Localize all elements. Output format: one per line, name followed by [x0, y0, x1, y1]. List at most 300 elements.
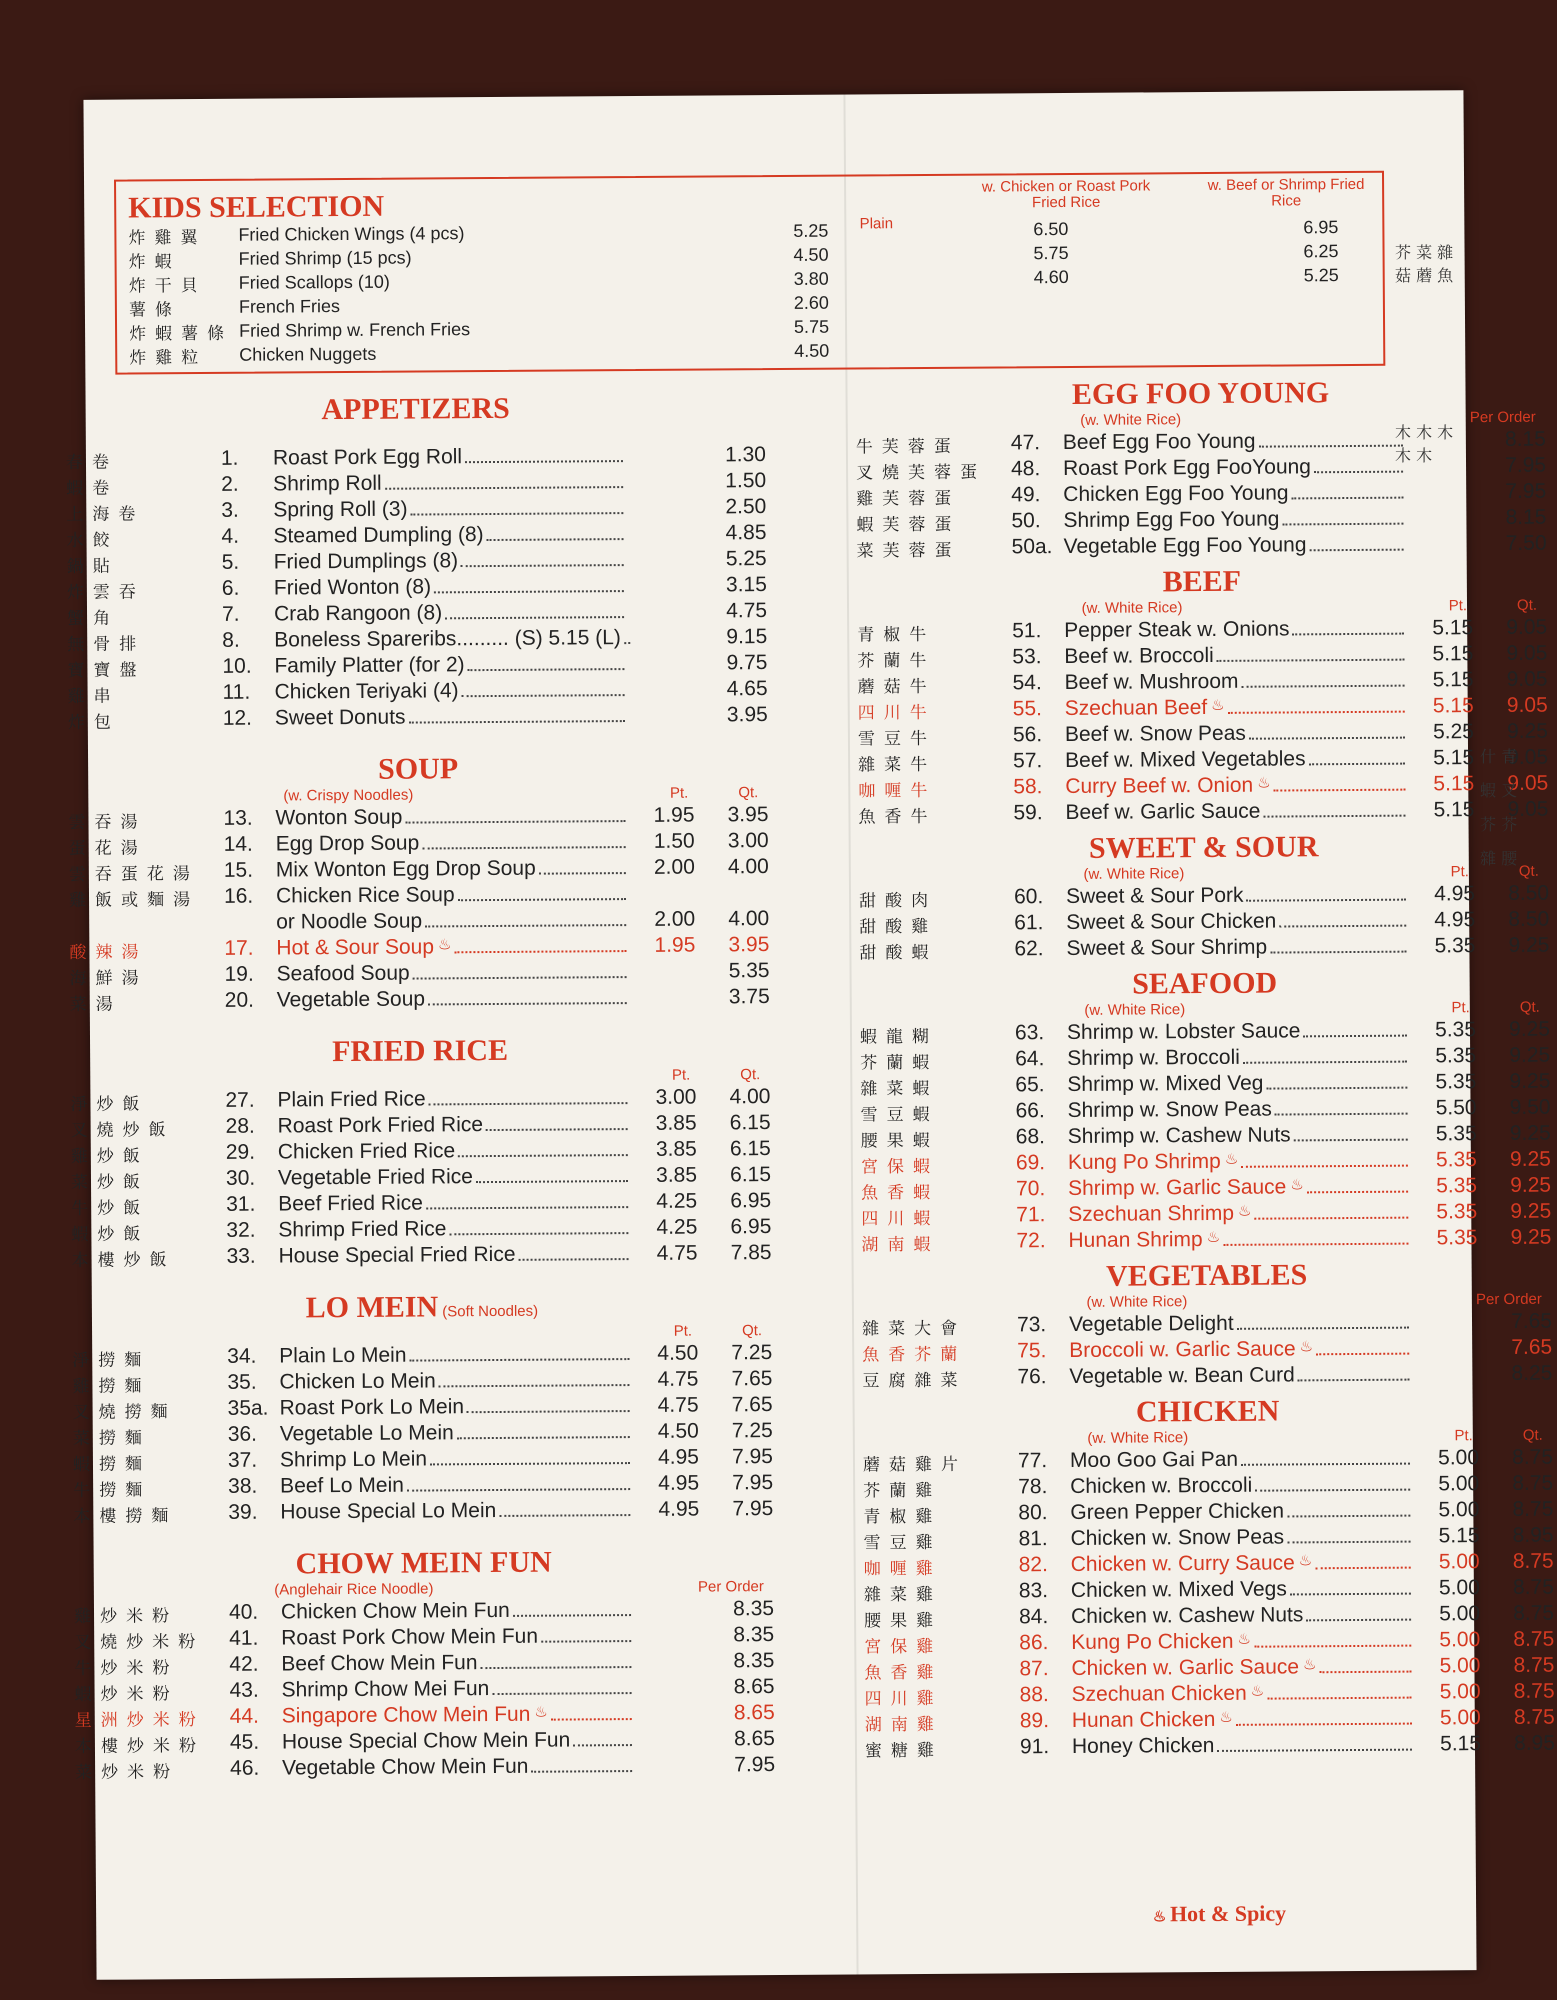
item-chinese-name: 雲吞湯 [68, 811, 147, 833]
item-name-wrap [280, 1446, 633, 1472]
pepper-icon: ♨ [1299, 1338, 1314, 1356]
item-name-wrap [278, 1164, 631, 1190]
section-subtitle: (w. White Rice) [1084, 1001, 1186, 1019]
dot-leader [422, 830, 626, 849]
item-name-wrap [1064, 617, 1407, 643]
item-price-pint: 5.35 [1435, 1122, 1477, 1146]
item-price-quart: 2.50 [725, 495, 767, 519]
pepper-icon: ♨ [1237, 1630, 1252, 1648]
item-price-quart: 7.25 [731, 1419, 773, 1443]
section-subtitle: (w. White Rice) [1087, 1429, 1189, 1447]
item-name: Shrimp Fried Rice [278, 1217, 447, 1242]
item-price-pint: 5.00 [1438, 1446, 1480, 1470]
item-number: 28. [225, 1114, 255, 1138]
item-price-quart: 8.65 [733, 1727, 775, 1751]
kids-price-beef [1069, 347, 1339, 349]
dot-leader [1237, 1311, 1409, 1330]
item-number: 19. [224, 962, 254, 986]
item-number: 40. [228, 1600, 259, 1624]
kids-col-plain: Plain [859, 215, 894, 233]
dot-leader [1236, 1707, 1412, 1726]
item-number: 49. [1011, 483, 1041, 507]
item-price-pint: 4.75 [656, 1241, 698, 1265]
item-chinese-name: 蛋花湯 [68, 837, 147, 859]
item-name-wrap [277, 1086, 630, 1112]
kids-price-beef: 6.25 [1303, 240, 1339, 261]
item-chinese-name: 雪豆雞 [863, 1532, 942, 1553]
dot-leader [1303, 1019, 1407, 1038]
dot-leader [1246, 883, 1406, 902]
dot-leader [1298, 1363, 1410, 1382]
hot-spicy-legend [1149, 1900, 1287, 1927]
item-name: Beef w. Mixed Vegetables [1065, 747, 1306, 773]
item-name: Roast Pork Lo Mein [279, 1395, 465, 1420]
item-chinese-name: 菜撈麵 [72, 1427, 151, 1449]
item-price-quart: 7.95 [731, 1445, 774, 1469]
kids-price-plain: 4.50 [793, 244, 829, 265]
item-price-pint: 5.35 [1435, 1018, 1477, 1042]
kids-price-beef: 5.25 [1303, 264, 1339, 285]
kids-price-plain: 4.50 [794, 340, 830, 361]
item-price-pint: 4.25 [656, 1215, 698, 1239]
item-price-pint: 5.15 [1438, 1524, 1480, 1548]
menu-item-row [75, 1752, 775, 1783]
item-chinese-name: 雞炒飯 [70, 1145, 149, 1167]
kids-price-chicken: 4.60 [1033, 266, 1069, 287]
item-number: 20. [224, 988, 255, 1012]
dot-leader [1275, 1097, 1408, 1116]
dot-leader [408, 704, 624, 724]
item-price-quart: 8.25 [1511, 1361, 1553, 1385]
dot-leader [1223, 1227, 1408, 1246]
kids-price-beef [1069, 323, 1339, 325]
kids-price-chicken [829, 301, 1069, 303]
item-price-pint: 5.00 [1438, 1472, 1480, 1496]
item-chinese-name: 雞串 [67, 686, 120, 707]
item-chinese-name: 蝦卷 [66, 478, 119, 499]
dot-leader [458, 1138, 628, 1157]
item-name-wrap [1072, 1733, 1415, 1759]
pint-label: Pt. [673, 1322, 693, 1340]
item-number: 30. [225, 1166, 256, 1190]
kids-price-beef: 6.95 [1303, 216, 1339, 237]
item-name: House Special Lo Mein [280, 1498, 497, 1524]
item-chinese-name: 牛炒米粉 [74, 1657, 179, 1679]
item-price-pint: 4.75 [657, 1367, 699, 1391]
dot-leader [1241, 1447, 1410, 1466]
section-subtitle: (w. Crispy Noodles) [283, 786, 414, 805]
item-price-quart: 7.50 [1505, 531, 1547, 555]
item-name-wrap [1070, 1473, 1413, 1499]
item-number: 70. [1015, 1177, 1046, 1201]
pepper-icon: ♨ [437, 936, 452, 954]
item-price-quart: 9.15 [726, 625, 768, 649]
pepper-icon: ♨ [1224, 1150, 1239, 1168]
kids-item-chinese: 薯條 [128, 299, 181, 321]
appetizers-title [66, 390, 766, 429]
item-name-wrap [1070, 1499, 1413, 1525]
item-chinese-name: 蝦撈麵 [72, 1453, 152, 1475]
item-name-wrap [1066, 909, 1409, 935]
kids-selection-box [114, 171, 1385, 375]
item-name-wrap [281, 1624, 634, 1650]
item-name: Beef w. Garlic Sauce [1065, 799, 1261, 825]
item-chinese-name: 寶寶盤 [67, 659, 146, 681]
item-name: Plain Fried Rice [277, 1087, 426, 1112]
item-price-pint: 4.95 [1434, 882, 1476, 906]
pepper-icon: ♨ [1219, 1708, 1233, 1726]
item-number: 54. [1012, 671, 1042, 695]
item-price-pint: 2.00 [654, 907, 696, 931]
dot-leader [1306, 1603, 1411, 1622]
item-name-wrap [1068, 1175, 1411, 1201]
item-price-quart: 9.25 [1509, 1121, 1551, 1145]
item-name: Beef w. Broccoli [1064, 643, 1214, 669]
pint-label: Pt. [1454, 1427, 1473, 1445]
dot-leader [486, 1112, 628, 1131]
item-name-wrap [1072, 1681, 1415, 1707]
item-number: 36. [227, 1422, 258, 1446]
item-chinese-name: 菜芙蓉蛋 [856, 540, 961, 561]
item-price-quart: 8.50 [1508, 881, 1550, 905]
kids-price-beef [1069, 299, 1339, 301]
item-price-quart: 8.75 [1512, 1549, 1554, 1573]
dot-leader [1309, 747, 1406, 766]
dot-leader [1307, 1175, 1408, 1194]
dot-leader [428, 986, 627, 1005]
item-price-quart: 3.00 [727, 829, 769, 853]
per-order-label: Per Order [697, 1578, 764, 1596]
item-name-wrap [276, 934, 629, 960]
item-name: Green Pepper Chicken [1070, 1499, 1285, 1524]
dot-leader [410, 496, 623, 515]
item-chinese-name: 魚香雞 [864, 1662, 943, 1683]
item-number: 81. [1018, 1527, 1048, 1551]
kids-item-chinese: 炸蝦薯條 [129, 323, 234, 345]
item-name-wrap [273, 496, 626, 522]
item-price-quart: 8.75 [1512, 1575, 1554, 1599]
item-name: Shrimp Lo Mein [279, 1447, 428, 1472]
item-price-pint: 5.50 [1435, 1096, 1477, 1120]
item-name-wrap [1069, 1311, 1412, 1337]
item-price-quart: 8.75 [1513, 1601, 1555, 1625]
item-price-pint: 4.50 [657, 1341, 699, 1365]
chow-mein-fun-section [74, 1544, 776, 1783]
item-number: 57. [1013, 749, 1043, 773]
item-number: 13. [223, 806, 253, 830]
item-price-pint: 5.15 [1432, 616, 1474, 640]
item-chinese-name: 淨撈麵 [72, 1349, 151, 1371]
menu-item-row [70, 984, 770, 1015]
section-subtitle: (w. White Rice) [1080, 411, 1182, 429]
kids-item-chinese: 炸雞粒 [129, 347, 208, 369]
menu-item-row [859, 933, 1549, 964]
dot-leader [1263, 799, 1405, 818]
item-chinese-name: 雞芙蓉蛋 [856, 488, 961, 509]
item-number: 37. [227, 1448, 258, 1472]
kids-col-beef: w. Beef or Shrimp Fried Rice [1207, 175, 1365, 210]
item-price-quart: 8.75 [1513, 1679, 1555, 1703]
fried-rice-title-text: FRIED RICE [332, 1033, 509, 1069]
pepper-icon: ♨ [1257, 774, 1271, 792]
item-number: 82. [1018, 1553, 1048, 1577]
item-name: Shrimp w. Snow Peas [1067, 1097, 1272, 1122]
item-name: Shrimp w. Mixed Veg [1067, 1071, 1264, 1096]
item-name-wrap [278, 1242, 631, 1268]
item-chinese-name: 上海卷 [66, 503, 145, 525]
item-chinese-name: 蘑菇牛 [857, 676, 936, 697]
item-name-wrap [1068, 1201, 1411, 1227]
quart-label: Qt. [741, 1322, 763, 1340]
item-chinese-name: 湖南蝦 [861, 1234, 940, 1255]
chow-mein-fun-title-text: CHOW MEIN FUN [295, 1545, 552, 1581]
kids-price-chicken [829, 349, 1069, 351]
kids-item-name: Fried Shrimp w. French Fries [238, 318, 471, 341]
item-name-wrap [278, 1190, 631, 1216]
item-name: Roast Pork Egg FooYoung [1062, 455, 1312, 481]
next-panel-edge-top: 芥 菜 雜 菇 蘑 魚 [1395, 243, 1454, 285]
kids-item-chinese: 炸蝦 [128, 251, 181, 273]
dot-leader [551, 1702, 632, 1721]
item-price-pint: 5.35 [1436, 1226, 1478, 1250]
item-number: 66. [1015, 1099, 1045, 1123]
item-number: 58. [1013, 775, 1043, 799]
item-chinese-name: 叉燒芙蓉蛋 [856, 462, 987, 483]
item-name: Vegetable Lo Mein [279, 1421, 454, 1446]
pepper-icon: ♨ [1206, 1228, 1221, 1247]
item-price-pint: 2.00 [653, 855, 695, 879]
soup-section [68, 750, 770, 1015]
dot-leader [1290, 1577, 1411, 1596]
fried-rice-section [70, 1032, 772, 1271]
dot-leader [1228, 695, 1405, 714]
item-name: Chicken w. Curry Sauce [1070, 1551, 1295, 1576]
item-name-wrap [276, 830, 629, 856]
left-column [66, 390, 776, 1793]
item-number: 12. [222, 706, 253, 730]
item-price-quart: 7.95 [732, 1471, 774, 1495]
item-name-wrap [1067, 1045, 1410, 1071]
item-chinese-name: 芥蘭蝦 [860, 1052, 939, 1073]
item-chinese-name: 無骨排 [67, 633, 146, 655]
item-price-pint: 3.85 [655, 1111, 697, 1135]
item-name-wrap [280, 1498, 633, 1524]
item-name-wrap [281, 1650, 634, 1676]
item-name: Hot & Sour Soup [276, 935, 435, 960]
item-name-wrap [1071, 1629, 1414, 1655]
item-number: 73. [1016, 1313, 1047, 1337]
dot-leader [480, 1650, 631, 1669]
item-name: Chicken Chow Mein Fun [280, 1598, 510, 1624]
menu-item-row [68, 702, 768, 733]
item-name: Wonton Soup [275, 805, 403, 830]
item-number: 50a. [1011, 535, 1053, 559]
item-name-wrap [275, 704, 628, 730]
item-name: Plain Lo Mein [279, 1343, 407, 1368]
item-chinese-name: 雜菜雞 [863, 1584, 942, 1605]
item-price-pint: 5.35 [1436, 1200, 1478, 1224]
item-name: Beef Egg Foo Young [1062, 429, 1256, 455]
item-price-quart: 8.95 [1512, 1523, 1554, 1547]
dot-leader [426, 1190, 628, 1209]
item-name: Roast Pork Egg Roll [272, 445, 463, 470]
item-price-quart: 9.25 [1506, 719, 1548, 743]
dot-leader [1254, 1201, 1408, 1220]
dot-leader [1266, 1071, 1407, 1090]
item-name: Honey Chicken [1071, 1733, 1215, 1758]
per-order-label: Per Order [1469, 408, 1536, 427]
item-number: 34. [227, 1344, 257, 1368]
item-name-wrap [1063, 481, 1406, 507]
dot-leader [462, 678, 625, 697]
item-chinese-name: 芥蘭雞 [863, 1480, 942, 1501]
item-name: Chicken Lo Mein [279, 1369, 436, 1394]
item-name: Beef Lo Mein [280, 1473, 404, 1498]
appetizers-title-text: APPETIZERS [321, 391, 510, 427]
item-chinese-name: 叉燒炒飯 [70, 1119, 175, 1141]
dot-leader [413, 960, 627, 979]
item-name: Fried Wonton (8) [273, 575, 432, 600]
item-price-quart: 8.75 [1513, 1653, 1555, 1677]
kids-price-plain: 2.60 [793, 292, 829, 313]
item-chinese-name [69, 923, 224, 924]
item-price-pint: 5.00 [1439, 1602, 1481, 1626]
dot-leader [1294, 1123, 1408, 1142]
dot-leader [1217, 643, 1405, 662]
item-price-quart: 8.65 [733, 1701, 775, 1725]
item-price-quart: 9.25 [1509, 1069, 1551, 1093]
item-name-wrap [1068, 1149, 1411, 1175]
item-price-pint: 1.95 [653, 803, 695, 827]
item-number: 8. [222, 628, 240, 652]
item-name: Chicken Fried Rice [277, 1139, 456, 1164]
egg-foo-young-section [855, 375, 1546, 562]
dot-leader [385, 470, 624, 490]
item-chinese-name: 水餃 [66, 530, 119, 551]
item-price-quart: 6.95 [730, 1189, 772, 1213]
item-price-quart: 6.15 [729, 1111, 771, 1135]
kids-item-name: Fried Shrimp (15 pcs) [238, 247, 412, 269]
item-chinese-name: 腰果蝦 [860, 1130, 939, 1151]
item-name-wrap [279, 1368, 632, 1394]
item-name: Vegetable w. Bean Curd [1069, 1363, 1295, 1388]
item-chinese-name: 蝦炒飯 [71, 1223, 150, 1245]
chow-mein-fun-title [74, 1544, 774, 1583]
item-name-wrap [1065, 721, 1408, 747]
item-price-pint: 3.85 [656, 1163, 698, 1187]
item-number: 77. [1017, 1449, 1048, 1473]
sweet-sour-section [859, 829, 1550, 964]
item-number: 35. [227, 1370, 257, 1394]
item-name: Seafood Soup [276, 961, 410, 986]
dot-leader [425, 908, 626, 927]
item-price-pint: 5.00 [1439, 1680, 1481, 1704]
item-number: 87. [1019, 1657, 1049, 1681]
item-price-pint: 5.00 [1439, 1628, 1481, 1652]
item-price-quart: 9.05 [1506, 693, 1548, 717]
dot-leader [492, 1676, 631, 1695]
item-name: Shrimp w. Cashew Nuts [1067, 1123, 1291, 1148]
item-chinese-name: 魚香蝦 [861, 1182, 940, 1203]
item-name: Broccoli w. Garlic Sauce [1069, 1337, 1296, 1362]
item-name-wrap [276, 882, 629, 908]
item-chinese-name: 星洲炒米粉 [74, 1709, 205, 1731]
item-price-pint: 5.00 [1439, 1654, 1481, 1678]
item-chinese-name: 雜菜牛 [858, 754, 937, 775]
item-number: 14. [223, 832, 253, 856]
dot-leader [1270, 935, 1406, 954]
item-number: 27. [225, 1088, 255, 1112]
item-price-quart: 6.15 [730, 1163, 772, 1187]
menu-item-row [865, 1731, 1555, 1762]
item-chinese-name: 雞飯或麵湯 [68, 889, 200, 911]
dot-leader [1241, 669, 1404, 688]
item-number: 76. [1017, 1365, 1047, 1389]
quart-label: Qt. [1519, 998, 1540, 1016]
item-price-quart: 9.25 [1508, 933, 1550, 957]
item-chinese-name: 酸辣湯 [69, 941, 148, 963]
item-price-quart: 4.00 [728, 907, 770, 931]
item-price-pint: 4.25 [656, 1189, 698, 1213]
item-name: Vegetable Egg Foo Young [1063, 533, 1307, 559]
seafood-section [860, 965, 1552, 1256]
chicken-title-text: CHICKEN [1135, 1394, 1280, 1429]
item-name: Spring Roll (3) [273, 497, 408, 522]
kids-title: KIDS SELECTION [128, 189, 385, 225]
item-price-pint: 1.95 [654, 933, 696, 957]
item-price-quart: 8.15 [1504, 427, 1546, 451]
item-chinese-name: 腰果雞 [864, 1610, 943, 1631]
item-chinese-name: 菜炒飯 [70, 1171, 150, 1193]
item-price-quart: 7.65 [731, 1393, 773, 1417]
item-name: Shrimp w. Garlic Sauce [1067, 1175, 1287, 1200]
item-number: 46. [230, 1756, 260, 1780]
item-price-quart: 9.25 [1510, 1225, 1552, 1249]
item-chinese-name: 青椒牛 [857, 624, 936, 645]
item-name-wrap [275, 804, 628, 830]
item-number: 84. [1018, 1605, 1049, 1629]
item-price-quart: 8.75 [1513, 1705, 1555, 1729]
item-name: Chicken w. Garlic Sauce [1071, 1655, 1300, 1680]
item-number: 63. [1014, 1021, 1045, 1045]
item-name-wrap [276, 856, 629, 882]
item-chinese-name: 甜酸蝦 [859, 942, 938, 963]
item-price-quart: 3.75 [728, 985, 770, 1009]
dot-leader [445, 600, 624, 619]
item-name: Szechuan Chicken [1071, 1681, 1247, 1706]
item-chinese-name: 牛撈麵 [73, 1479, 152, 1501]
item-name-wrap [282, 1728, 635, 1754]
item-chinese-name: 雲吞蛋花湯 [68, 863, 199, 885]
dot-leader [1217, 1733, 1412, 1752]
item-price-quart: 3.15 [725, 573, 767, 597]
item-name-wrap [280, 1472, 633, 1498]
item-name-wrap [282, 1754, 635, 1780]
item-price-pint: 5.35 [1435, 1148, 1477, 1172]
dot-leader [461, 548, 624, 567]
item-number: 71. [1016, 1203, 1046, 1227]
item-name-wrap [1070, 1525, 1413, 1551]
item-price-quart: 9.05 [1507, 745, 1549, 769]
item-price-quart: 7.85 [730, 1241, 772, 1265]
item-price-pint: 5.15 [1433, 746, 1475, 770]
dot-leader [531, 1754, 632, 1773]
item-price-pint: 4.95 [658, 1497, 700, 1521]
item-price-quart: 7.65 [1511, 1309, 1553, 1333]
item-chinese-name: 淨炒飯 [70, 1093, 149, 1115]
right-column [855, 375, 1555, 1768]
item-price-pint: 1.50 [653, 829, 695, 853]
